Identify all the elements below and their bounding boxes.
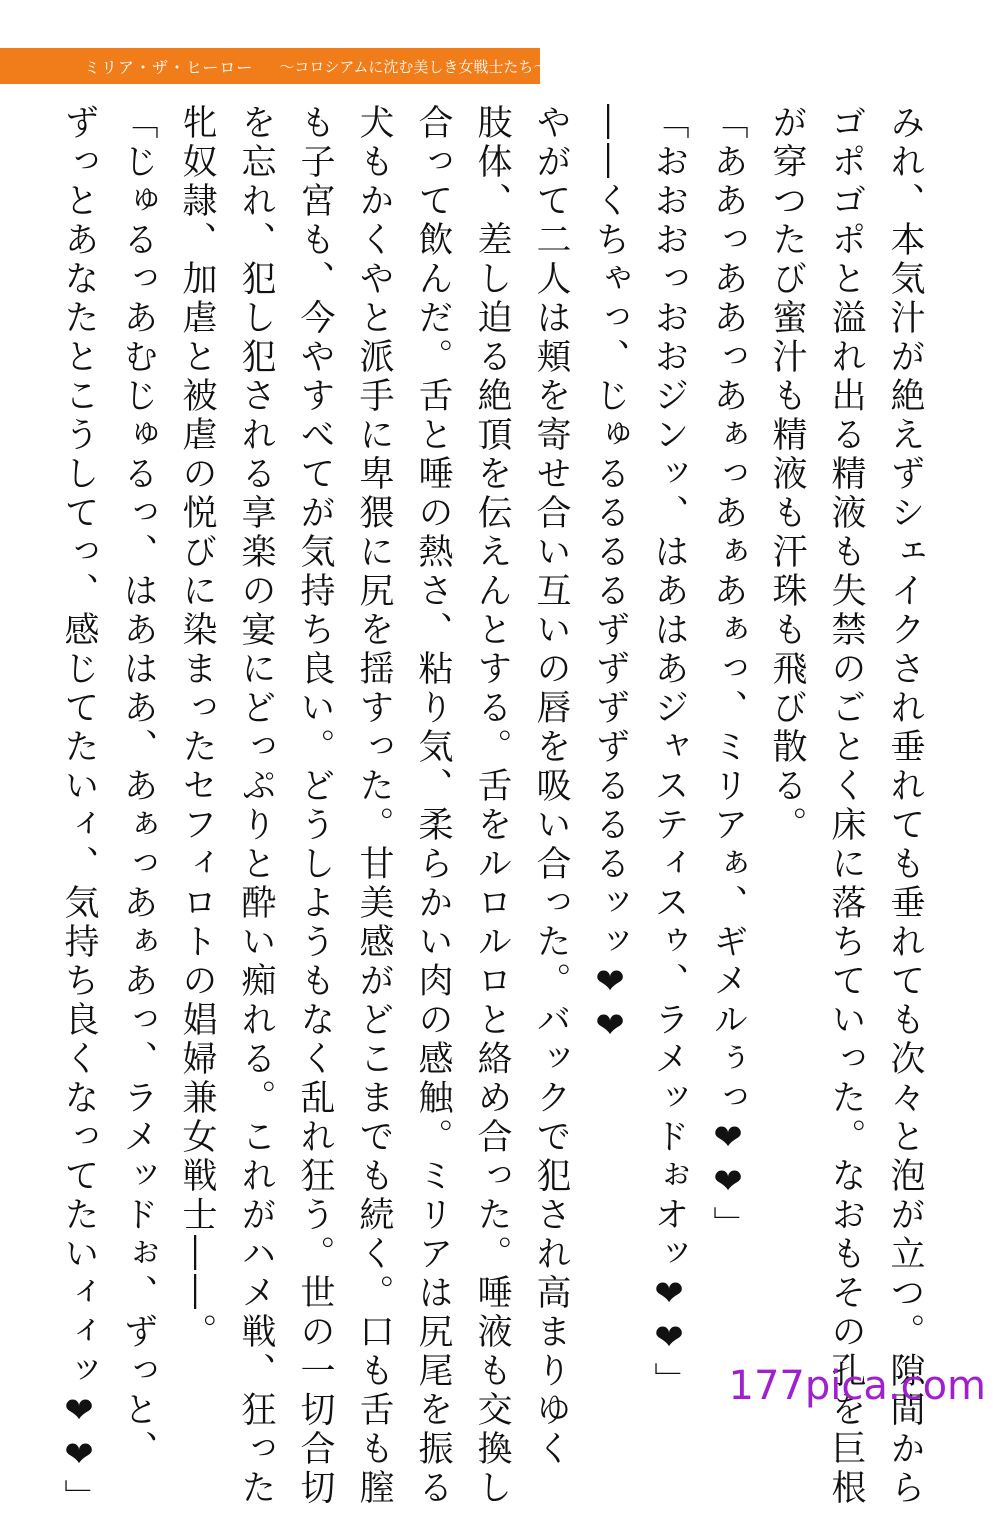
text-line: ゴポゴポと溢れ出る精液も失禁のごとく床に落ちていった。なおもその孔を巨根 (826, 104, 866, 1508)
header-bar (0, 48, 549, 84)
text-line: やがて二人は頬を寄せ合い互いの唇を吸い合った。バックで犯され高まりゆく (531, 104, 571, 1469)
text-line: が穿つたび蜜汁も精液も汗珠も飛び散る。 (767, 104, 807, 845)
text-line: 合って飲んだ。舌と唾の熱さ、粘り気、柔らかい肉の感触。ミリアは尻尾を振る (413, 104, 453, 1508)
text-line: 「おおおっおおジンッ、はあはあジャスティスゥ、ラメッドぉオッ❤❤」 (649, 104, 689, 1401)
text-line: 牝奴隷、加虐と被虐の悦びに染まったセフィロトの娼婦兼女戦士――。 (177, 104, 217, 1352)
book-subtitle: 〜コロシアムに沈む美しき女戦士たち〜 (279, 57, 549, 76)
text-line: 「ああっああっあぁっあぁあぁっ、ミリアぁ、ギメルぅっ❤❤」 (708, 104, 748, 1245)
watermark: 177pica.com (728, 1363, 986, 1409)
text-line: を忘れ、犯し犯される享楽の宴にどっぷりと酔い痴れる。これがハメ戦、狂った (236, 104, 276, 1508)
text-line: 肢体、差し迫る絶頂を伝えんとする。舌をルロルロと絡め合った。唾液も交換し (472, 104, 512, 1508)
text-line: 「じゅるっあむじゅるっ、はあはあ、あぁっあぁあっ、ラメッドぉ、ずっと、 (118, 104, 158, 1469)
text-line: 犬もかくやと派手に卑猥に尻を揺すった。甘美感がどこまでも続く。口も舌も膣 (354, 104, 394, 1508)
text-line: ――くちゃっ、じゅるるるるずずずずるるるッッ❤❤ (590, 104, 630, 1050)
book-title: ミリア・ザ・ヒーロー (84, 57, 254, 77)
text-line: ずっとあなたとこうしてっ、感じてたいィ、気持ち良くなってたいィィッ❤❤」 (59, 104, 99, 1518)
text-line: みれ、本気汁が絶えずシェイクされ垂れても垂れても次々と泡が立つ。隙間から (885, 104, 925, 1508)
text-line: も子宮も、今やすべてが気持ち良い。どうしようもなく乱れ狂う。世の一切合切 (295, 104, 335, 1508)
